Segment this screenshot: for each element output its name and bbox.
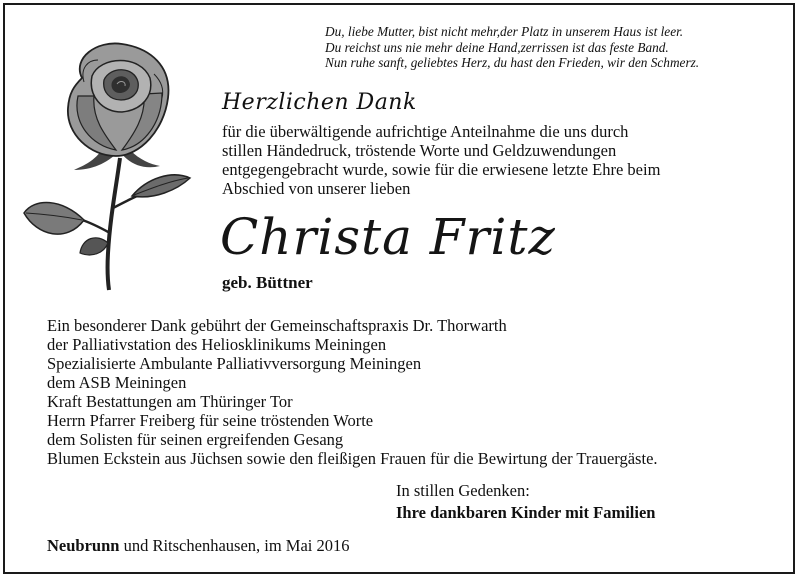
- place-name: Neubrunn: [47, 536, 120, 555]
- intro-line: für die überwältigende aufrichtige Anteilnahme die uns durch: [222, 122, 629, 141]
- thanks-line: Blumen Eckstein aus Jüchsen sowie den fleißigen Frauen für die Bewirtung der Trauergäste.: [47, 449, 658, 468]
- poem-verse: [325, 24, 785, 71]
- thanks-line: dem Solisten für seinen ergreifenden Gesang: [47, 430, 344, 449]
- thanks-line: der Palliativstation des Heliosklinikums Meiningen: [47, 335, 387, 354]
- intro-text: [222, 122, 752, 198]
- intro-line: entgegengebracht wurde, sowie für die erwiesene letzte Ehre beim: [222, 160, 661, 179]
- thanks-line: Spezialisierte Ambulante Palliativversorgung Meiningen: [47, 354, 422, 373]
- special-thanks-list: [47, 316, 777, 468]
- thanks-line: Ein besonderer Dank gebührt der Gemeinschaftspraxis Dr. Thorwarth: [47, 316, 507, 335]
- intro-line: Abschied von unserer lieben: [222, 179, 411, 198]
- deceased-name: Christa Fritz: [220, 208, 556, 266]
- memorial-signature: [396, 480, 655, 524]
- rose-icon: [22, 38, 202, 293]
- place-date-line: [47, 536, 350, 556]
- signature-line: Ihre dankbaren Kinder mit Familien: [396, 503, 656, 522]
- poem-line: Nun ruhe sanft, geliebtes Herz, du hast den Frieden, wir den Schmerz.: [325, 55, 700, 70]
- intro-line: stillen Händedruck, tröstende Worte und Geldzuwendungen: [222, 141, 617, 160]
- heading-thanks: Herzlichen Dank: [222, 90, 417, 115]
- thanks-line: dem ASB Meiningen: [47, 373, 187, 392]
- poem-line: Du, liebe Mutter, bist nicht mehr,der Platz in unserem Haus ist leer.: [325, 24, 684, 39]
- maiden-name: geb. Büttner: [222, 273, 313, 292]
- poem-line: Du reichst uns nie mehr deine Hand,zerrissen ist das feste Band.: [325, 39, 669, 55]
- thanks-line: Kraft Bestattungen am Thüringer Tor: [47, 392, 293, 411]
- memory-line: In stillen Gedenken:: [396, 481, 530, 500]
- thanks-line: Herrn Pfarrer Freiberg für seine tröstenden Worte: [47, 411, 374, 430]
- place-date-rest: und Ritschenhausen, im Mai 2016: [119, 536, 350, 555]
